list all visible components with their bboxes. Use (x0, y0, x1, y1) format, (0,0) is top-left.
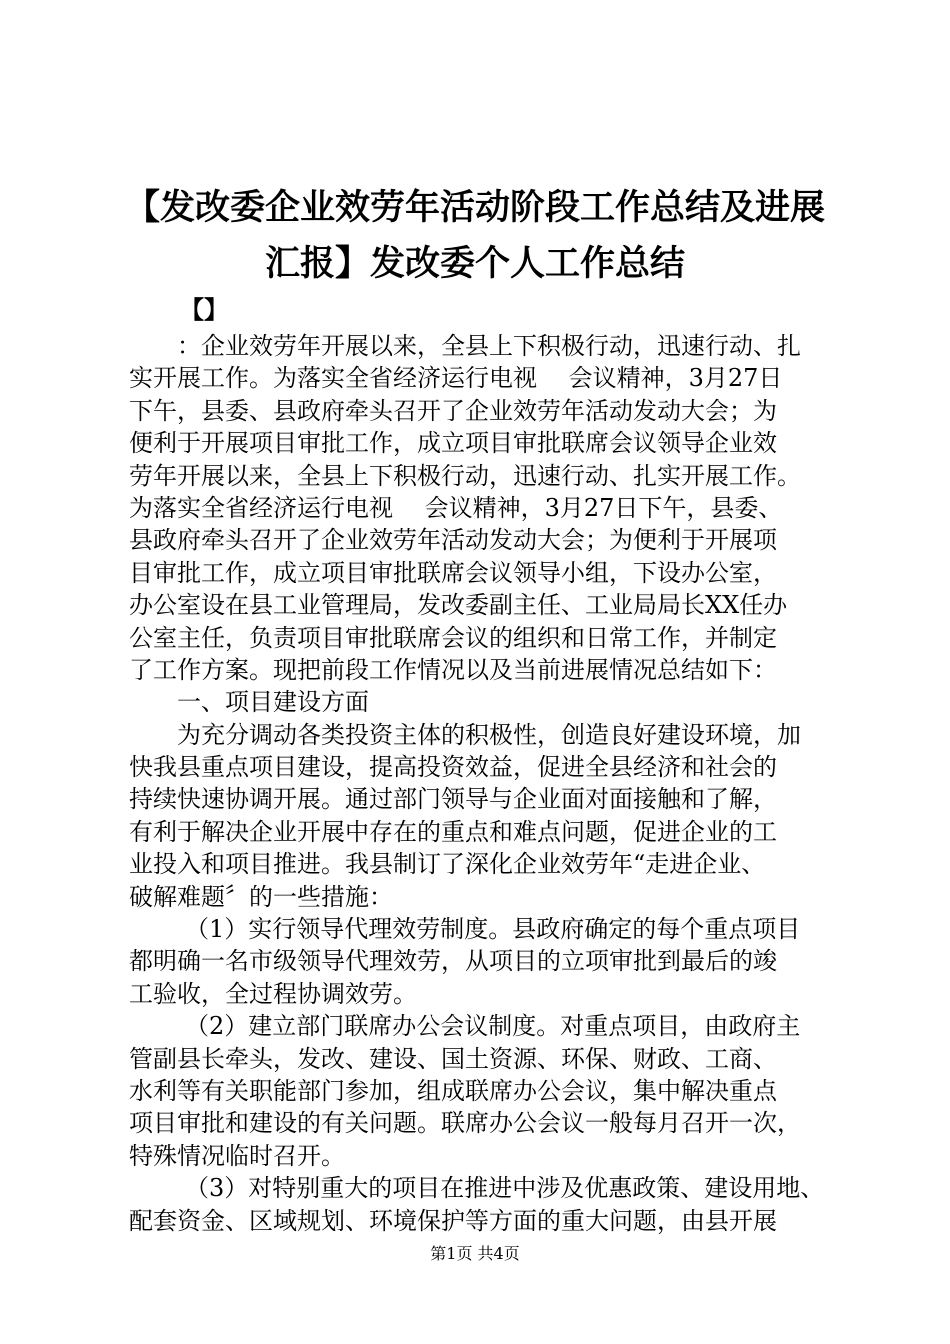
list-item-1-line: 都明确一名市级领导代理效劳，从项目的立项审批到最后的竣 (129, 947, 777, 976)
page-footer: 第1页 共4页 (430, 1244, 520, 1263)
paragraph-2-line: 破解难题〞的一些措施： (129, 882, 393, 911)
document-title-line-2: 汇报】发改委个人工作总结 (264, 243, 685, 284)
list-item-2-line: 水利等有关职能部门参加，组成联席办公会议，集中解决重点 (129, 1076, 777, 1105)
paragraph-1-line: 为落实全省经济运行电视 会议精神，3月27日下午，县委、 (129, 493, 783, 522)
paragraph-2-line: 快我县重点项目建设，提高投资效益，促进全县经济和社会的 (129, 753, 777, 782)
section-heading: 一、项目建设方面 (177, 688, 369, 717)
empty-bracket-label: 【】 (180, 296, 228, 324)
paragraph-1-line: 实开展工作。为落实全省经济运行电视 会议精神，3月27日 (129, 364, 783, 393)
paragraph-1-line: 便利于开展项目审批工作，成立项目审批联席会议领导企业效 (129, 429, 777, 458)
document-body (129, 330, 829, 1237)
list-item-1-line: （1）实行领导代理效劳制度。县政府确定的每个重点项目 (185, 915, 801, 944)
list-item-2-line: 特殊情况临时召开。 (129, 1141, 345, 1170)
paragraph-1-line: 县政府牵头召开了企业效劳年活动发动大会；为便利于开展项 (129, 526, 777, 555)
paragraph-1-line: 办公室设在县工业管理局，发改委副主任、工业局局长XX任办 (129, 591, 788, 620)
paragraph-1-line: 劳年开展以来，全县上下积极行动，迅速行动、扎实开展工作。 (129, 461, 801, 490)
list-item-3-line: 配套资金、区域规划、环境保护等方面的重大问题，由县开展 (129, 1206, 777, 1235)
paragraph-2-line: 业投入和项目推进。我县制订了深化企业效劳年“走进企业、 (129, 850, 766, 879)
paragraph-2-line: 为充分调动各类投资主体的积极性，创造良好建设环境，加 (177, 720, 801, 749)
paragraph-1-line: 目审批工作，成立项目审批联席会议领导小组，下设办公室， (129, 558, 777, 587)
paragraph-1-line: 下午，县委、县政府牵头召开了企业效劳年活动发动大会；为 (129, 396, 777, 425)
paragraph-1-line: 公室主任，负责项目审批联席会议的组织和日常工作，并制定 (129, 623, 777, 652)
list-item-2-line: （2）建立部门联席办公会议制度。对重点项目，由政府主 (185, 1012, 801, 1041)
list-item-1-line: 工验收，全过程协调效劳。 (129, 979, 417, 1008)
paragraph-2-line: 持续快速协调开展。通过部门领导与企业面对面接触和了解， (129, 785, 777, 814)
paragraph-2-line: 有利于解决企业开展中存在的重点和难点问题，促进企业的工 (129, 817, 777, 846)
document-title-line-1: 【发改委企业效劳年活动阶段工作总结及进展 (124, 187, 825, 228)
list-item-3-line: （3）对特别重大的项目在推进中涉及优惠政策、建设用地、 (185, 1174, 825, 1203)
list-item-2-line: 管副县长牵头，发改、建设、国土资源、环保、财政、工商、 (129, 1044, 777, 1073)
paragraph-1-line: 了工作方案。现把前段工作情况以及当前进展情况总结如下： (129, 655, 777, 684)
paragraph-1-line: ：企业效劳年开展以来，全县上下积极行动，迅速行动、扎 (177, 332, 801, 360)
list-item-2-line: 项目审批和建设的有关问题。联席办公会议一般每月召开一次， (129, 1109, 801, 1138)
